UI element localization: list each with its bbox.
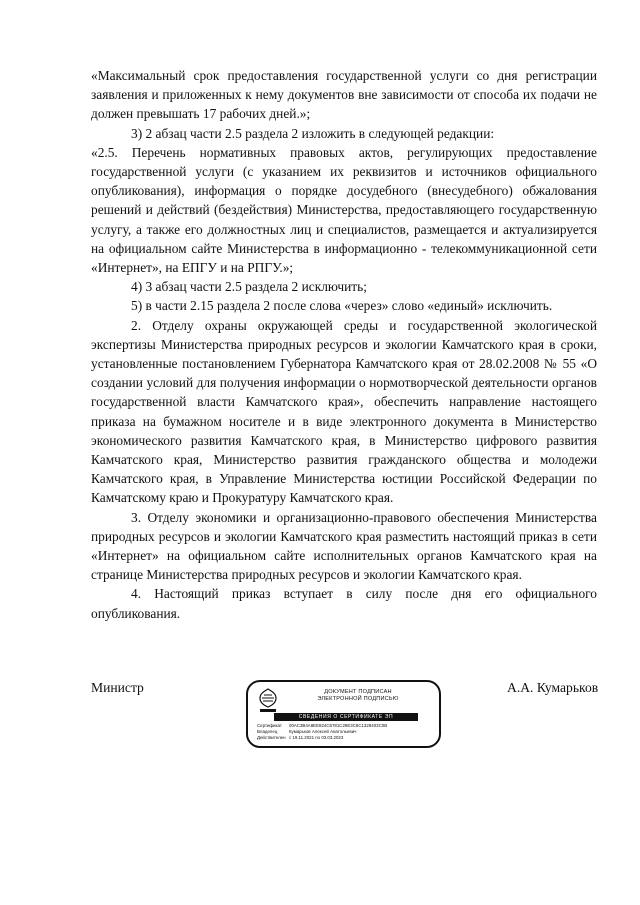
certificate-info-band: СВЕДЕНИЯ О СЕРТИФИКАТЕ ЭП bbox=[274, 713, 418, 721]
coat-of-arms-icon bbox=[257, 688, 279, 714]
certificate-row bbox=[257, 735, 433, 741]
signature-name: А.А. Кумарьков bbox=[507, 680, 599, 695]
paragraph: 5) в части 2.15 раздела 2 после слова «через» слово «единый» исключить. bbox=[131, 298, 553, 314]
certificate-value: Кумарьков Алексей Анатольевич bbox=[289, 729, 357, 734]
electronic-signature-stamp bbox=[246, 680, 441, 748]
certificate-key: Сертификат bbox=[257, 723, 282, 728]
certificate-value: с 19.11.2021 по 03.03.2023 bbox=[289, 735, 344, 740]
paragraph: 4) 3 абзац части 2.5 раздела 2 исключить; bbox=[131, 279, 367, 295]
certificate-value: 00AC3B4A8EE824C6781C29E3C8C1328403C0B bbox=[289, 723, 388, 728]
paragraph: 3) 2 абзац части 2.5 раздела 2 изложить в следующей редакции: bbox=[131, 125, 495, 141]
stamp-title-line1: ДОКУМЕНТ ПОДПИСАН bbox=[324, 689, 392, 695]
stamp-title-line2: ЭЛЕКТРОННОЙ ПОДПИСЬЮ bbox=[317, 696, 399, 702]
paragraph: 4. Настоящий приказ вступает в силу после дня его официального опубликования. bbox=[91, 586, 597, 621]
paragraph: «Максимальный срок предоставления государственной услуги со дня регистрации заявления и приложенных к нему документов вне зависимости от способа их подачи не должен превышать 17 рабочих дней.»; bbox=[91, 68, 597, 122]
stamp-title bbox=[288, 689, 428, 703]
paragraph: 2. Отделу охраны окружающей среды и государственной экологической экспертизы Министерства природных ресурсов и экологии Камчатского края в сроки, установленные постановлением Губернатора Камчатского края от 28.02.2008 № 55 «О создании условий для получения информации о нормотворческой деятельности органов государственной власти Камчатского края», обеспечить направление настоящего приказа на бумажном носителе и в виде электронного документа в Министерство экономического развития Камчатского края, в Министерство цифрового развития Камчатского края, Министерство развития гражданского общества и молодежи Камчатского края, в Управление Министерства юстиции Российской Федерации по Камчатскому краю и Прокуратуру Камчатского края. bbox=[91, 317, 597, 506]
certificate-key: Владелец bbox=[257, 729, 278, 734]
certificate-key: Действителен bbox=[257, 735, 286, 740]
paragraph: 3. Отделу экономики и организационно-правового обеспечения Министерства природных ресурсов и экологии Камчатского края разместить настоящий приказ в сети «Интернет» на официальном сайте исполнительных органов Камчатского края на странице Министерства природных ресурсов и экологии Камчатского края. bbox=[91, 509, 597, 583]
paragraph: «2.5. Перечень нормативных правовых актов, регулирующих предоставление государственной услуги (с указанием их реквизитов и источников официального опубликования), информация о порядке досудебного (внесудебного) обжалования решений и действий (бездействия) Министерства, предоставляющего государственную услугу, а также его должностных лиц и специалистов, размещается и актуализируется на официальном сайте Министерства в информационно - телекоммуникационной сети «Интернет», на ЕПГУ и на РПГУ.»; bbox=[91, 144, 597, 276]
certificate-details bbox=[257, 723, 433, 741]
signature-title: Министр bbox=[91, 680, 144, 695]
document-body bbox=[91, 66, 597, 623]
